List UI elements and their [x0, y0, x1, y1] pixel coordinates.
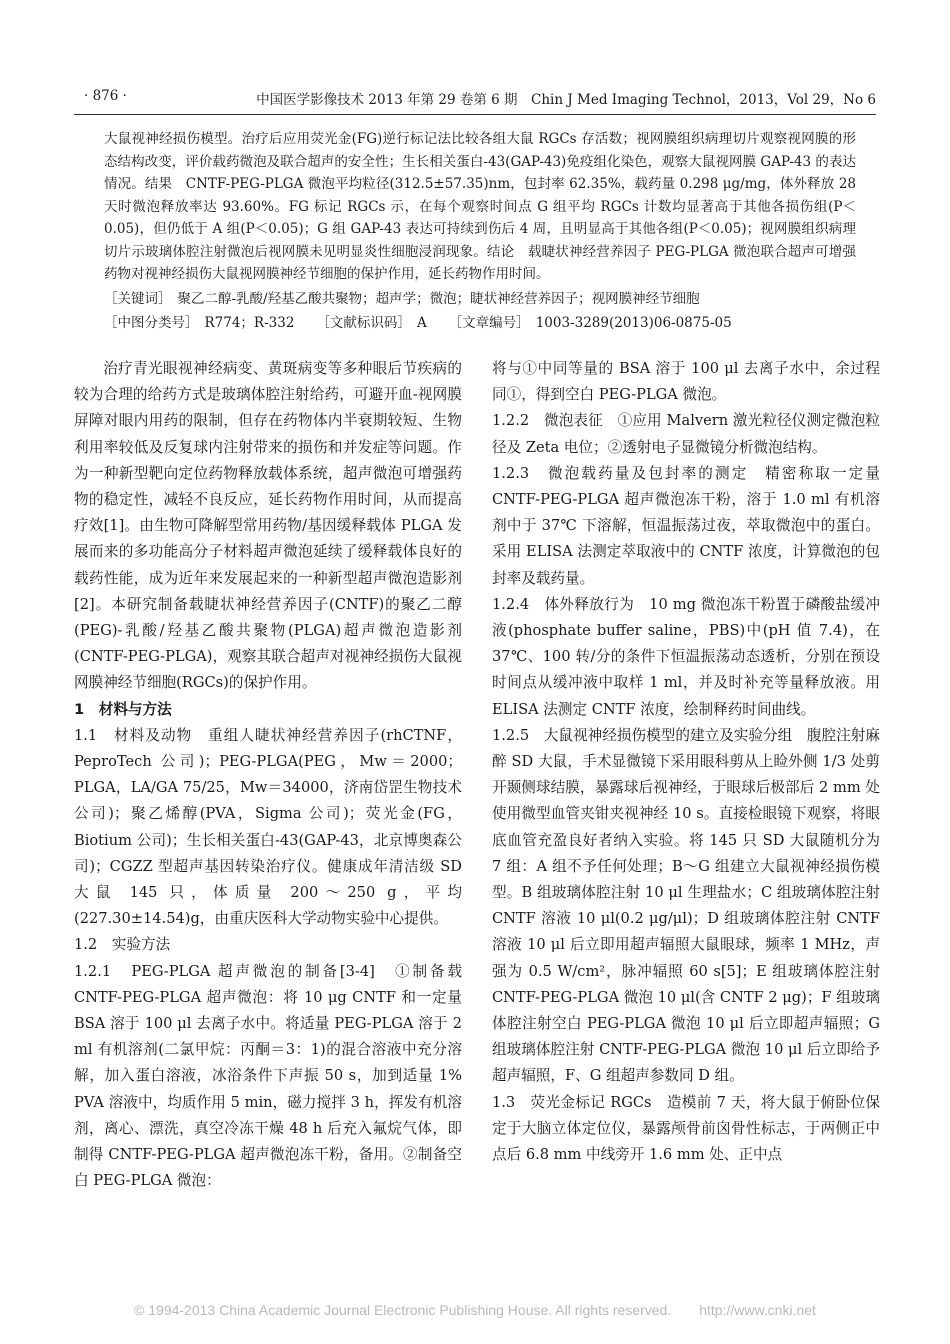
materials-text: 重组人睫状神经营养因子(rhCTNF，PeproTech 公司)；PEG-PLGA(PEG，Mw＝2000；PLGA，LA/GA 75/25，Mw＝34000，济南岱罡生物技术公司)；聚乙烯醇(PVA，Sigma 公司)；荧光金(FG，Biotium 公司)；生长相关蛋白-43(GAP-43，北京博奥森公司)；CGZZ 型超声基因转染治疗仪。健康成年清洁级 SD 大鼠 145 只，体质量 200～250 g，平均(227.30±14.54)g，由重庆医科大学动物实验中心提供。: [74, 726, 462, 928]
drug-loading-text: 精密称取一定量 CNTF-PEG-PLGA 超声微泡冻干粉，溶于 1.0 ml 有机溶剂中于 37℃ 下溶解，恒温振荡过夜，萃取微泡中的蛋白。采用 ELISA 法测定萃取液中的 CNTF 浓度，计算微泡的包封率及载药量。: [492, 464, 880, 587]
intro-paragraph: 治疗青光眼视神经病变、黄斑病变等多种眼后节疾病的较为合理的给药方式是玻璃体腔注射给药，可避开血-视网膜屏障对眼内用药的限制，但存在药物体内半衰期较短、生物利用率较低及反复球内注射带来的损伤和并发症等问题。作为一种新型靶向定位药物释放载体系统，超声微泡可增强药物的稳定性，减轻不良反应，延长药物作用时间，从而提高疗效[1]。由生物可降解型常用药物/基因缓释载体 PLGA 发展而来的多功能高分子材料超声微泡延续了缓释载体良好的载药性能，成为近年来发展起来的一种新型超声微泡造影剂[2]。本研究制备载睫状神经营养因子(CNTF)的聚乙二醇(PEG)-乳酸/羟基乙酸共聚物(PLGA)超声微泡造影剂(CNTF-PEG-PLGA)，观察其联合超声对视神经损伤大鼠视网膜神经节细胞(RGCs)的保护作用。: [74, 360, 462, 692]
paragraph-characterization: [492, 408, 880, 460]
subheading-fg-labeling: 1.3 荧光金标记 RGCs: [492, 1093, 652, 1111]
clc-label: ［中图分类号］: [104, 315, 199, 331]
keywords: 聚乙二醇-乳酸/羟基乙酸共聚物；超声学；微泡；睫状神经营养因子；视网膜神经节细胞: [177, 290, 700, 307]
subheading-materials: 1.1 材料及动物: [74, 726, 193, 744]
copyright-footer: © 1994-2013 China Academic Journal Electronic Publishing House. All rights reserved. http://www.cnki.net: [134, 1302, 816, 1318]
running-header: [74, 88, 876, 115]
preparation-text: ①制备载 CNTF-PEG-PLGA 超声微泡：将 10 μg CNTF 和一定量 BSA 溶于 100 μl 去离子水中。将适量 PEG-PLGA 溶于 2 ml 有机溶剂(二氯甲烷：丙酮＝3：1)的混合溶液中充分溶解，加入蛋白溶液，冰浴条件下声振 50 s，加到适量 1% PVA 溶液中，均质作用 5 min，磁力搅拌 3 h，挥发有机溶剂，离心、漂洗，真空冷冻干燥 48 h 后充入氟烷气体，即制得 CNTF-PEG-PLGA 超声微泡冻干粉，备用。②制备空白 PEG-PLGA 微泡：: [74, 962, 462, 1190]
abstract-text: 大鼠视神经损伤模型。治疗后应用荧光金(FG)逆行标记法比较各组大鼠 RGCs 存活数；视网膜组织病理切片观察视网膜的形态结构改变，评价载药微泡及联合超声的安全性；生长相关蛋白-43(GAP-43)免疫组化染色，观察大鼠视网膜 GAP-43 的表达情况。结果 CNTF-PEG-PLGA 微泡平均粒径(312.5±57.35)nm，包封率 62.35%，载药量 0.298 μg/mg，体外释放 28 天时微泡释放率达 93.60%。FG 标记 RGCs 示，在每个观察时间点 G 组平均 RGCs 计数均显著高于其他各损伤组(P＜0.05)，但仍低于 A 组(P＜0.05)；G 组 GAP-43 表达可持续到伤后 4 周，且明显高于其他各组(P＜0.05)；视网膜组织病理切片示玻璃体腔注射微泡后视网膜未见明显炎性细胞浸润现象。结论 载睫状神经营养因子 PEG-PLGA 微泡联合超声可增强药物对视神经损伤大鼠视网膜神经节细胞的保护作用，延长药物作用时间。: [104, 131, 856, 282]
paragraph-release: [492, 592, 880, 723]
model-text: 腹腔注射麻醉 SD 大鼠，手术显微镜下采用眼科剪从上睑外侧 1/3 处剪开颞侧球结膜，暴露球后视神经，于眼球后极部后 2 mm 处使用微型血管夹钳夹视神经 10 s。直接检眼镜下观察，将眼底血管充盈良好者纳入实验。将 145 只 SD 大鼠随机分为 7 组：A 组不予任何处理；B～G 组建立大鼠视神经损伤模型。B 组玻璃体腔注射 10 μl 生理盐水；C 组玻璃体腔注射 CNTF 溶液 10 μl(0.2 μg/μl)；D 组玻璃体腔注射 CNTF 溶液 10 μl 后立即用超声辐照大鼠眼球，频率 1 MHz，声强为 0.5 W/cm²，脉冲辐照 60 s[5]；E 组玻璃体腔注射 CNTF-PEG-PLGA 微泡 10 μl(含 CNTF 2 μg)；F 组玻璃体腔注射空白 PEG-PLGA 微泡 10 μl 后立即超声辐照；G 组玻璃体腔注射 CNTF-PEG-PLGA 微泡 10 μl 后立即给予超声辐照，F、G 组超声参数同 D 组。: [492, 726, 880, 1085]
journal-citation: 中国医学影像技术 2013 年第 29 卷第 6 期 Chin J Med Imaging Technol，2013，Vol 29，No 6: [256, 92, 876, 108]
characterization-text: ①应用 Malvern 激光粒径仪测定微泡粒径及 Zeta 电位；②透射电子显微镜分析微泡结构。: [492, 412, 880, 456]
page-number: · 876 ·: [84, 88, 127, 104]
classification-line: [104, 312, 856, 335]
article-number-label: ［文章编号］: [448, 315, 530, 331]
subheading-preparation: 1.2.1 PEG-PLGA 超声微泡的制备[3-4]: [74, 962, 375, 980]
article-number: 1003-3289(2013)06-0875-05: [535, 315, 732, 331]
right-column: [492, 356, 880, 1168]
left-column: [74, 356, 462, 1195]
paragraph-fg-labeling: [492, 1090, 880, 1169]
keywords-line: [104, 288, 856, 311]
subheading-drug-loading: 1.2.3 微泡载药量及包封率的测定: [492, 464, 749, 482]
subheading-model: 1.2.5 大鼠视神经损伤模型的建立及实验分组: [492, 726, 793, 744]
subheading-methods: 1.2 实验方法: [74, 936, 171, 954]
paragraph-materials: [74, 723, 462, 933]
clc-number: R774；R-332: [204, 315, 295, 331]
subheading-characterization: 1.2.2 微泡表征: [492, 412, 603, 430]
paragraph-preparation: [74, 959, 462, 1195]
fg-labeling-text: 造模前 7 天，将大鼠于俯卧位保定于大脑立体定位仪，暴露颅骨前囟骨性标志，于两侧正中点后 6.8 mm 中线旁开 1.6 mm 处、正中点: [492, 1093, 880, 1164]
abstract-block: [104, 128, 856, 335]
paragraph-drug-loading: [492, 461, 880, 592]
paragraph-continued: 将与①中同等量的 BSA 溶于 100 μl 去离子水中，余过程同①，得到空白 PEG-PLGA 微泡。: [492, 360, 880, 404]
keywords-label: ［关键词］: [104, 290, 172, 307]
release-text: 10 mg 微泡冻干粉置于磷酸盐缓冲液(phosphate buffer saline，PBS)中(pH 值 7.4)，在 37℃、100 转/分的条件下恒温振荡动态透析，分别在预设时间点从缓冲液中取样 1 ml，并及时补充等量释放液。用 ELISA 法测定 CNTF 浓度，绘制释药时间曲线。: [492, 595, 881, 718]
doc-code: A: [416, 315, 427, 331]
section-heading-methods: 1 材料与方法: [74, 700, 172, 718]
doc-code-label: ［文献标识码］: [316, 315, 411, 331]
paragraph-model: [492, 723, 880, 1090]
subheading-release: 1.2.4 体外释放行为: [492, 595, 635, 613]
